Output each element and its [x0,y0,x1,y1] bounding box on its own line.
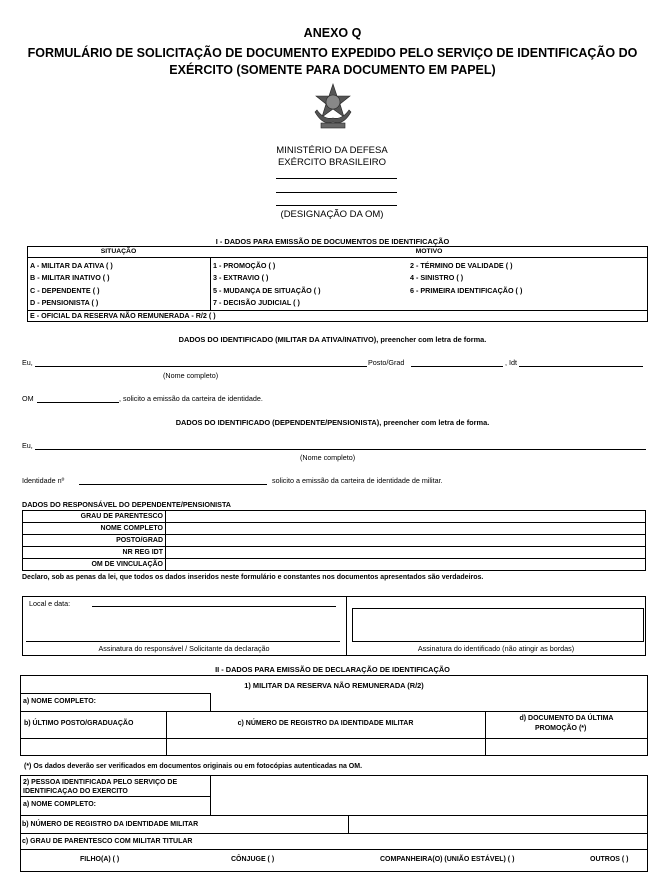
dependent-name-input[interactable] [35,449,646,450]
military-name-hint: (Nome completo) [163,371,219,380]
sig-identificado-box[interactable] [352,608,644,642]
army-label: EXÉRCITO BRASILEIRO [277,157,387,168]
motivo-promocao[interactable]: 1 - PROMOÇÃO ( ) [213,261,276,270]
nome-completo-input[interactable] [166,523,646,535]
local-data-input[interactable] [92,606,336,607]
om-vinculacao-input[interactable] [166,559,646,571]
ministry-label: MINISTÉRIO DA DEFESA [276,145,388,156]
b2-numero-input[interactable] [349,816,647,832]
situacao-ativa[interactable]: A - MILITAR DA ATIVA ( ) [30,261,113,270]
military-name-input[interactable] [35,366,367,367]
row-label: NR REG IDT [23,547,166,559]
d-documento-label-2: PROMOÇÃO (*) [535,725,587,732]
motivo-mudanca[interactable]: 5 - MUDANÇA DE SITUAÇÃO ( ) [213,286,321,295]
declaration-text: Declaro, sob as penas da lei, que todos os dados inseridos neste formulário e constantes nos documentos apresentados são verdadeiros. [22,574,484,581]
responsible-title: DADOS DO RESPONSÁVEL DO DEPENDENTE/PENSIONISTA [22,500,232,509]
military-eu-label: Eu, [22,358,33,367]
military-posto-input[interactable] [411,366,503,367]
row-label: GRAU DE PARENTESCO [23,511,166,523]
motivo-termino[interactable]: 2 - TÉRMINO DE VALIDADE ( ) [410,261,513,270]
nr-reg-idt-input[interactable] [166,547,646,559]
posto-grad-input[interactable] [166,535,646,547]
b2-numero-label: b) NÚMERO DE REGISTRO DA IDENTIDADE MILITAR [22,821,199,828]
sig-identificado-label: Assinatura do identificado (não atingir as bordas) [417,644,575,653]
form-title-line2: EXÉRCITO (SOMENTE PARA DOCUMENTO EM PAPEL) [169,63,496,77]
sub2-label-2: IDENTIFICAÇÃO DO EXÉRCITO [23,788,128,795]
om-line-3[interactable] [276,205,397,206]
motivo-primeira[interactable]: 6 - PRIMEIRA IDENTIFICAÇÃO ( ) [410,286,523,295]
om-line-1[interactable] [276,178,397,179]
table-row [23,547,646,559]
military-solicito-text: , solicito a emissão da carteira de identidade. [119,394,263,403]
situacao-pensionista[interactable]: D - PENSIONISTA ( ) [30,298,99,307]
dependent-name-hint: (Nome completo) [300,453,356,462]
d-documento-input[interactable] [486,739,647,755]
row-label: OM DE VINCULAÇÃO [23,559,166,571]
military-om-label: OM [22,394,34,403]
military-idt-label: , Idt [505,358,517,367]
table-row [23,523,646,535]
situacao-inativo[interactable]: B - MILITAR INATIVO ( ) [30,273,110,282]
row-label: POSTO/GRAD [23,535,166,547]
c-numero-input[interactable] [167,739,484,755]
dependent-identidade-label: Identidade nº [22,476,65,485]
section1-title: I - DADOS PARA EMISSÃO DE DOCUMENTOS DE IDENTIFICAÇÃO [215,237,450,246]
option-outros[interactable]: OUTROS ( ) [590,856,629,863]
sig-responsavel-label: Assinatura do responsável / Solicitante da declaração [98,644,270,653]
option-filho[interactable]: FILHO(A) ( ) [80,856,120,863]
responsible-table [22,510,646,571]
option-conjuge[interactable]: CÔNJUGE ( ) [231,856,275,863]
a2-nome-label: a) NOME COMPLETO: [23,801,96,808]
motivo-sinistro[interactable]: 4 - SINISTRO ( ) [410,273,464,282]
military-idt-input[interactable] [519,366,643,367]
section2-note: (*) Os dados deverão ser verificados em documentos originais ou em fotocópias autenticadas na OM. [24,763,363,770]
motivo-extravio[interactable]: 3 - EXTRAVIO ( ) [213,273,269,282]
military-om-input[interactable] [37,402,119,403]
table-row [23,511,646,523]
table-row [23,559,646,571]
grau-parentesco-input[interactable] [166,511,646,523]
dependent-identidade-input[interactable] [79,484,267,485]
military-posto-label: Posto/Grad [368,358,405,367]
sub2-label-1: 2) PESSOA IDENTIFICADA PELO SERVIÇO DE [23,779,178,786]
b-ultimo-label: b) ÚLTIMO POSTO/GRADUAÇÃO [24,720,134,727]
b-ultimo-input[interactable] [20,739,166,755]
dependent-title: DADOS DO IDENTIFICADO (DEPENDENTE/PENSIONISTA), preencher com letra de forma. [175,418,490,427]
table-row [23,535,646,547]
col-situacao: SITUAÇÃO [100,248,137,255]
sig-responsavel-line[interactable] [26,641,340,642]
c-numero-label: c) NÚMERO DE REGISTRO DA IDENTIDADE MILITAR [237,720,414,727]
situacao-dependente[interactable]: C - DEPENDENTE ( ) [30,286,100,295]
military-title: DADOS DO IDENTIFICADO (MILITAR DA ATIVA/INATIVO), preencher com letra de forma. [178,335,487,344]
row-label: NOME COMPLETO [23,523,166,535]
motivo-judicial[interactable]: 7 - DECISÃO JUDICIAL ( ) [213,298,300,307]
col-motivo: MOTIVO [415,248,443,255]
dependent-eu-label: Eu, [22,441,33,450]
section2-title: II - DADOS PARA EMISSÃO DE DECLARAÇÃO DE IDENTIFICAÇÃO [215,665,450,674]
option-companheira[interactable]: COMPANHEIRA(O) (UNIÃO ESTÁVEL) ( ) [380,856,515,863]
brazil-coat-of-arms-icon [309,82,357,130]
form-title-line1: FORMULÁRIO DE SOLICITAÇÃO DE DOCUMENTO EXPEDIDO PELO SERVIÇO DE IDENTIFICAÇÃO DO [27,46,638,60]
dependent-solicito-text: solicito a emissão da carteira de identidade de militar. [272,476,443,485]
om-designation-label: (DESIGNAÇÃO DA OM) [280,209,384,220]
annex-title: ANEXO Q [303,26,362,40]
d-documento-label-1: d) DOCUMENTO DA ÚLTIMA [519,715,614,722]
a-nome-label: a) NOME COMPLETO: [23,698,96,705]
local-data-label: Local e data: [29,599,71,608]
c2-grau-label: c) GRAU DE PARENTESCO COM MILITAR TITULAR [22,838,193,845]
section2-sub1: 1) MILITAR DA RESERVA NÃO REMUNERADA (R/2) [244,681,424,690]
situacao-r2[interactable]: E - OFICIAL DA RESERVA NÃO REMUNERADA - R/2 ( ) [30,311,216,320]
om-line-2[interactable] [276,192,397,193]
